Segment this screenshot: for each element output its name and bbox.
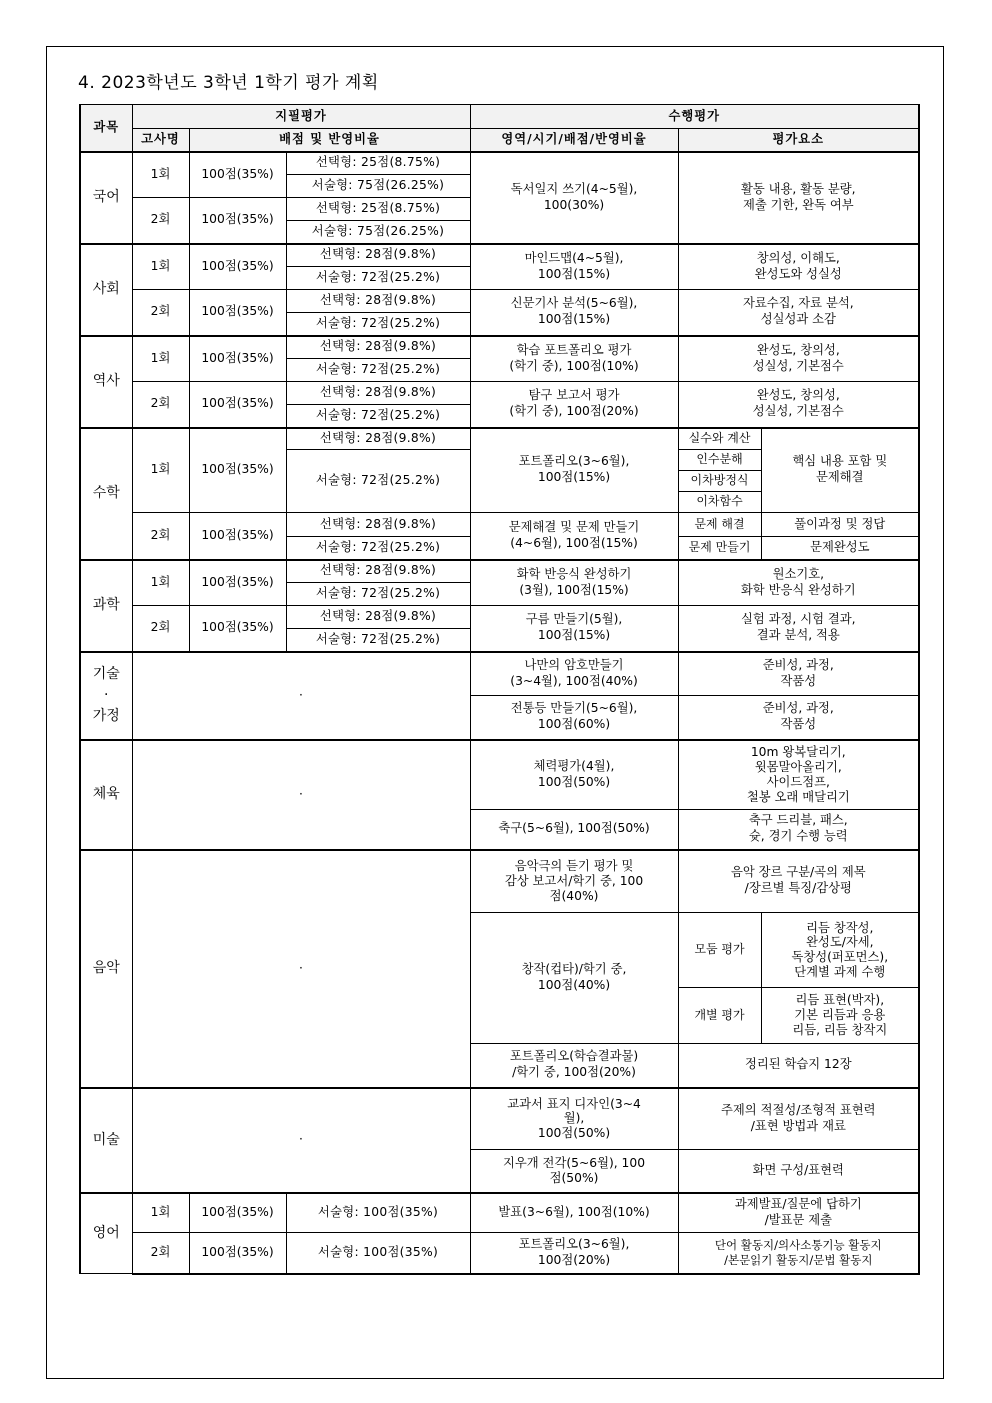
performance-elements: 축구 드리블, 패스, 슛, 경기 수행 능력	[678, 810, 919, 850]
select-type: 선택형: 25점(8.75%)	[286, 152, 470, 175]
header-score-ratio: 배점 및 반영비율	[189, 129, 470, 152]
descriptive-type: 서술형: 75점(26.25%)	[286, 221, 470, 244]
round-score: 100점(35%)	[189, 606, 286, 652]
header-elements: 평가요소	[678, 129, 919, 152]
performance-elements: 주제의 적절성/조형적 표현력 /표현 방법과 재료	[678, 1088, 919, 1150]
round-label: 2회	[132, 513, 189, 560]
performance-elements: 자료수집, 자료 분석, 성실성과 소감	[678, 290, 919, 336]
descriptive-type: 서술형: 72점(25.2%)	[286, 450, 470, 513]
select-type: 선택형: 28점(9.8%)	[286, 336, 470, 359]
performance-elements: 과제발표/질문에 답하기 /발표문 제출	[678, 1193, 919, 1233]
round-score: 100점(35%)	[189, 560, 286, 606]
page-title: 4. 2023학년도 3학년 1학기 평가 계획	[78, 73, 379, 93]
performance-task: 포트폴리오(3~6월), 100점(15%)	[470, 428, 678, 513]
round-label: 2회	[132, 198, 189, 244]
round-score: 100점(35%)	[189, 428, 286, 513]
subject-tech-home: 기술 · 가정	[80, 652, 132, 740]
performance-elements: 원소기호, 화학 반응식 완성하기	[678, 560, 919, 606]
performance-elements: 활동 내용, 활동 분량, 제출 기한, 완독 여부	[678, 152, 919, 244]
select-type: 선택형: 25점(8.75%)	[286, 198, 470, 221]
performance-elements: 준비성, 과정, 작품성	[678, 696, 919, 740]
select-type: 선택형: 28점(9.8%)	[286, 513, 470, 537]
performance-task: 교과서 표지 디자인(3~4 월), 100점(50%)	[470, 1088, 678, 1150]
math-sub-task: 문제 해결	[678, 513, 761, 537]
subject-english: 영어	[80, 1193, 132, 1274]
header-domain-ratio: 영역/시기/배점/반영비율	[470, 129, 678, 152]
music-group-elements: 리듬 창작성, 완성도/자세, 독창성(퍼포먼스), 단계별 과제 수행	[761, 913, 919, 988]
header-performance: 수행평가	[470, 105, 919, 129]
performance-task: 신문기사 분석(5~6월), 100점(15%)	[470, 290, 678, 336]
math-sub-task: 문제 만들기	[678, 537, 761, 560]
round-label: 2회	[132, 290, 189, 336]
performance-task: 독서일지 쓰기(4~5월), 100(30%)	[470, 152, 678, 244]
descriptive-type: 서술형: 72점(25.2%)	[286, 629, 470, 652]
performance-elements: 화면 구성/표현력	[678, 1150, 919, 1193]
subject-korean: 국어	[80, 152, 132, 244]
descriptive-type: 서술형: 100점(35%)	[286, 1233, 470, 1274]
header-subject: 과목	[80, 105, 132, 152]
descriptive-type: 서술형: 72점(25.2%)	[286, 583, 470, 606]
math-topic: 이차방정식	[678, 471, 761, 492]
performance-task: 화학 반응식 완성하기 (3월), 100점(15%)	[470, 560, 678, 606]
round-score: 100점(35%)	[189, 198, 286, 244]
performance-task: 학습 포트폴리오 평가 (학기 중), 100점(10%)	[470, 336, 678, 382]
subject-history: 역사	[80, 336, 132, 428]
performance-elements: 음악 장르 구분/곡의 제목 /장르별 특징/감상평	[678, 850, 919, 913]
round-label: 2회	[132, 606, 189, 652]
performance-task: 발표(3~6월), 100점(10%)	[470, 1193, 678, 1233]
descriptive-type: 서술형: 72점(25.2%)	[286, 313, 470, 336]
evaluation-plan-table	[79, 104, 920, 1275]
descriptive-type: 서술형: 72점(25.2%)	[286, 267, 470, 290]
descriptive-type: 서술형: 72점(25.2%)	[286, 405, 470, 428]
round-score: 100점(35%)	[189, 152, 286, 198]
math-sub-element: 풀이과정 및 정답	[761, 513, 919, 537]
performance-task: 지우개 전각(5~6월), 100 점(50%)	[470, 1150, 678, 1193]
subject-math: 수학	[80, 428, 132, 560]
round-label: 2회	[132, 382, 189, 428]
subject-science: 과학	[80, 560, 132, 652]
performance-task: 축구(5~6월), 100점(50%)	[470, 810, 678, 850]
written-none: ·	[132, 652, 470, 740]
subject-music: 음악	[80, 850, 132, 1088]
subject-social: 사회	[80, 244, 132, 336]
performance-elements: 실험 과정, 시험 결과, 결과 분석, 적용	[678, 606, 919, 652]
round-label: 1회	[132, 560, 189, 606]
performance-elements: 정리된 학습지 12장	[678, 1044, 919, 1088]
round-score: 100점(35%)	[189, 513, 286, 560]
subject-pe: 체육	[80, 740, 132, 850]
select-type: 선택형: 28점(9.8%)	[286, 382, 470, 405]
performance-task: 창작(컵타)/학기 중, 100점(40%)	[470, 913, 678, 1044]
performance-elements: 창의성, 이해도, 완성도와 성실성	[678, 244, 919, 290]
round-label: 1회	[132, 244, 189, 290]
round-label: 1회	[132, 336, 189, 382]
performance-elements: 준비성, 과정, 작품성	[678, 652, 919, 696]
select-type: 선택형: 28점(9.8%)	[286, 606, 470, 629]
round-score: 100점(35%)	[189, 336, 286, 382]
round-score: 100점(35%)	[189, 1233, 286, 1274]
subject-art: 미술	[80, 1088, 132, 1193]
round-label: 1회	[132, 152, 189, 198]
performance-task: 포트폴리오(3~6월), 100점(20%)	[470, 1233, 678, 1274]
written-none: ·	[132, 740, 470, 850]
music-group-eval: 모둠 평가	[678, 913, 761, 988]
performance-task: 문제해결 및 문제 만들기 (4~6월), 100점(15%)	[470, 513, 678, 560]
performance-elements: 완성도, 창의성, 성실성, 기본점수	[678, 336, 919, 382]
performance-task: 체력평가(4월), 100점(50%)	[470, 740, 678, 810]
performance-elements: 10m 왕복달리기, 윗몸말아올리기, 사이드점프, 철봉 오래 매달리기	[678, 740, 919, 810]
round-label: 2회	[132, 1233, 189, 1274]
round-score: 100점(35%)	[189, 1193, 286, 1233]
round-score: 100점(35%)	[189, 290, 286, 336]
written-none: ·	[132, 850, 470, 1088]
select-type: 선택형: 28점(9.8%)	[286, 428, 470, 450]
math-topic: 인수분해	[678, 450, 761, 471]
round-score: 100점(35%)	[189, 244, 286, 290]
math-topic: 이차함수	[678, 492, 761, 513]
performance-task: 탐구 보고서 평가 (학기 중), 100점(20%)	[470, 382, 678, 428]
round-label: 1회	[132, 428, 189, 513]
math-topic: 실수와 계산	[678, 428, 761, 450]
round-label: 1회	[132, 1193, 189, 1233]
performance-elements: 완성도, 창의성, 성실성, 기본점수	[678, 382, 919, 428]
performance-task: 포트폴리오(학습결과물) /학기 중, 100점(20%)	[470, 1044, 678, 1088]
performance-elements: 단어 활동지/의사소통기능 활동지 /본문읽기 활동지/문법 활동지	[678, 1233, 919, 1274]
header-exam-name: 고사명	[132, 129, 189, 152]
written-none: ·	[132, 1088, 470, 1193]
descriptive-type: 서술형: 72점(25.2%)	[286, 537, 470, 560]
round-score: 100점(35%)	[189, 382, 286, 428]
music-indiv-elements: 리듬 표현(박자), 기본 리듬과 응용 리듬, 리듬 창작지	[761, 988, 919, 1044]
select-type: 선택형: 28점(9.8%)	[286, 290, 470, 313]
music-indiv-eval: 개별 평가	[678, 988, 761, 1044]
performance-task: 음악극의 듣기 평가 및 감상 보고서/학기 중, 100 점(40%)	[470, 850, 678, 913]
performance-elements: 핵심 내용 포함 및 문제해결	[761, 428, 919, 513]
performance-task: 구름 만들기(5월), 100점(15%)	[470, 606, 678, 652]
descriptive-type: 서술형: 72점(25.2%)	[286, 359, 470, 382]
performance-task: 나만의 암호만들기 (3~4월), 100점(40%)	[470, 652, 678, 696]
select-type: 선택형: 28점(9.8%)	[286, 560, 470, 583]
performance-task: 마인드맵(4~5월), 100점(15%)	[470, 244, 678, 290]
performance-task: 전통등 만들기(5~6월), 100점(60%)	[470, 696, 678, 740]
header-written: 지필평가	[132, 105, 470, 129]
select-type: 선택형: 28점(9.8%)	[286, 244, 470, 267]
descriptive-type: 서술형: 100점(35%)	[286, 1193, 470, 1233]
descriptive-type: 서술형: 75점(26.25%)	[286, 175, 470, 198]
math-sub-element: 문제완성도	[761, 537, 919, 560]
